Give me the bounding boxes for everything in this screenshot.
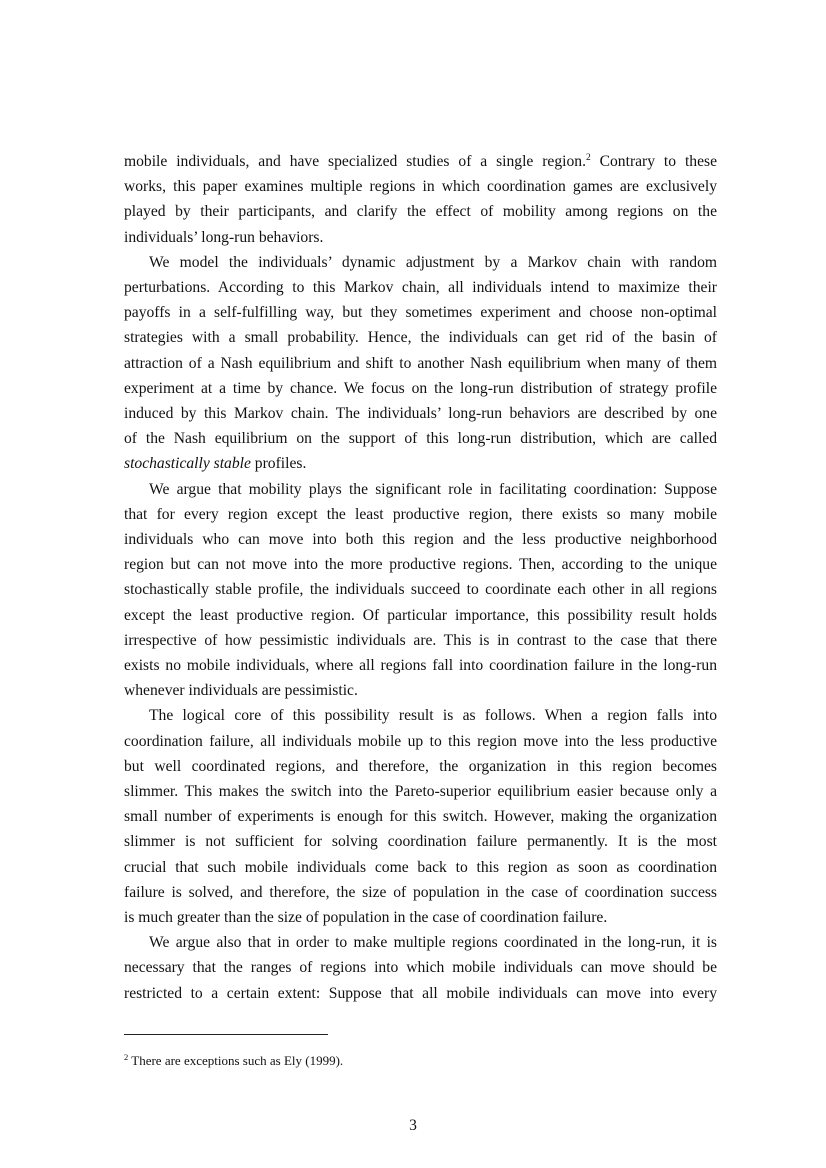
footnote-separator: [124, 1034, 328, 1035]
text-line: [149, 253, 717, 273]
text-segment: small number of experiments is enough for this switch. However, making the organization: [124, 808, 717, 826]
footnote-text: There are exceptions such as Ely (1999).: [128, 1053, 344, 1068]
text-line: [124, 177, 717, 197]
text-segment: restricted to a certain extent: Suppose that all mobile individuals can move into every: [124, 984, 717, 1002]
footnote-marker: 2: [124, 1052, 129, 1062]
text-line: [124, 681, 717, 701]
text-segment: experiment at a time by chance. We focus on the long-run distribution of strategy profile: [124, 379, 717, 397]
text-line: [124, 883, 717, 903]
text-segment: We model the individuals’ dynamic adjustment by a Markov chain with random: [149, 253, 717, 271]
italic-term: stochastically stable: [124, 455, 251, 473]
text-line: [124, 202, 717, 222]
text-line: [124, 379, 717, 399]
text-line: [124, 908, 717, 928]
text-line: [124, 354, 717, 374]
text-segment: exists no mobile individuals, where all regions fall into coordination failure in the long-run: [124, 657, 717, 674]
text-segment: mobile individuals, and have specialized studies of a single region.: [124, 153, 586, 170]
text-segment: profiles.: [250, 455, 307, 473]
text-segment: but well coordinated regions, and therefore, the organization in this region becomes: [124, 757, 717, 775]
text-segment: crucial that such mobile individuals come back to this region as soon as coordination: [124, 858, 717, 876]
text-line: [124, 732, 717, 752]
text-line: [124, 404, 717, 424]
text-line: [124, 505, 717, 525]
text-segment: payoffs in a self-fulfilling way, but they sometimes experiment and choose non-optimal: [124, 304, 717, 322]
text-line: [149, 480, 717, 500]
text-segment: slimmer. This makes the switch into the Pareto-superior equilibrium easier because only a: [124, 783, 717, 800]
text-line: [124, 984, 717, 1004]
text-line: [124, 782, 717, 802]
text-line: [124, 606, 717, 626]
text-line: [124, 555, 717, 575]
text-line: [149, 933, 717, 953]
text-segment: individuals who can move into both this region and the less productive neighborhood: [124, 531, 717, 548]
text-line: [124, 454, 717, 474]
text-line: [124, 757, 717, 777]
text-line: [124, 328, 717, 348]
text-segment: We argue also that in order to make multiple regions coordinated in the long-run, it is: [149, 934, 717, 952]
text-segment: necessary that the ranges of regions into which mobile individuals can move should be: [124, 959, 717, 977]
text-line: [124, 580, 717, 600]
text-segment: except the least productive region. Of particular importance, this possibility result holds: [124, 606, 717, 624]
text-line: [124, 656, 717, 676]
text-line: [124, 832, 717, 852]
text-line: [124, 152, 717, 172]
text-segment: individuals’ long-run behaviors.: [124, 228, 324, 246]
footnote-ref: 2: [585, 153, 591, 163]
text-segment: strategies with a small probability. Hence, the individuals can get rid of the basin of: [124, 329, 717, 347]
text-line: [124, 958, 717, 978]
text-segment: Contrary to these: [590, 153, 717, 170]
text-line: [124, 278, 717, 298]
text-line: [124, 303, 717, 323]
page-number: 3: [409, 1117, 417, 1134]
text-segment: The logical core of this possibility result is as follows. When a region falls into: [149, 707, 717, 725]
text-segment: region but can not move into the more productive regions. Then, according to the unique: [124, 556, 717, 574]
text-segment: We argue that mobility plays the significant role in facilitating coordination: Suppose: [149, 480, 717, 498]
text-line: [124, 429, 717, 449]
text-segment: attraction of a Nash equilibrium and shift to another Nash equilibrium when many of them: [124, 354, 717, 372]
footnote: [124, 1052, 343, 1070]
text-segment: played by their participants, and clarify the effect of mobility among regions on the: [124, 203, 717, 221]
text-line: [124, 858, 717, 878]
text-line: [124, 631, 717, 651]
text-segment: that for every region except the least productive region, there exists so many mobile: [124, 505, 717, 523]
text-segment: induced by this Markov chain. The individuals’ long-run behaviors are described by one: [124, 405, 717, 422]
text-segment: slimmer is not sufficient for solving coordination failure permanently. It is the most: [124, 833, 717, 851]
text-segment: irrespective of how pessimistic individuals are. This is in contrast to the case that there: [124, 631, 717, 649]
text-segment: works, this paper examines multiple regions in which coordination games are exclusively: [124, 178, 717, 196]
text-segment: coordination failure, all individuals mobile up to this region move into the less productive: [124, 732, 717, 750]
text-line: [149, 706, 717, 726]
text-segment: perturbations. According to this Markov chain, all individuals intend to maximize their: [124, 279, 717, 296]
text-segment: stochastically stable profile, the individuals succeed to coordinate each other in all regions: [124, 581, 717, 599]
text-segment: of the Nash equilibrium on the support of this long-run distribution, which are called: [124, 430, 717, 448]
text-line: [124, 807, 717, 827]
text-segment: is much greater than the size of population in the case of coordination failure.: [124, 909, 608, 926]
text-line: [124, 228, 717, 248]
text-segment: failure is solved, and therefore, the size of population in the case of coordination success: [124, 883, 717, 901]
text-segment: whenever individuals are pessimistic.: [124, 682, 358, 700]
text-line: [124, 530, 717, 550]
